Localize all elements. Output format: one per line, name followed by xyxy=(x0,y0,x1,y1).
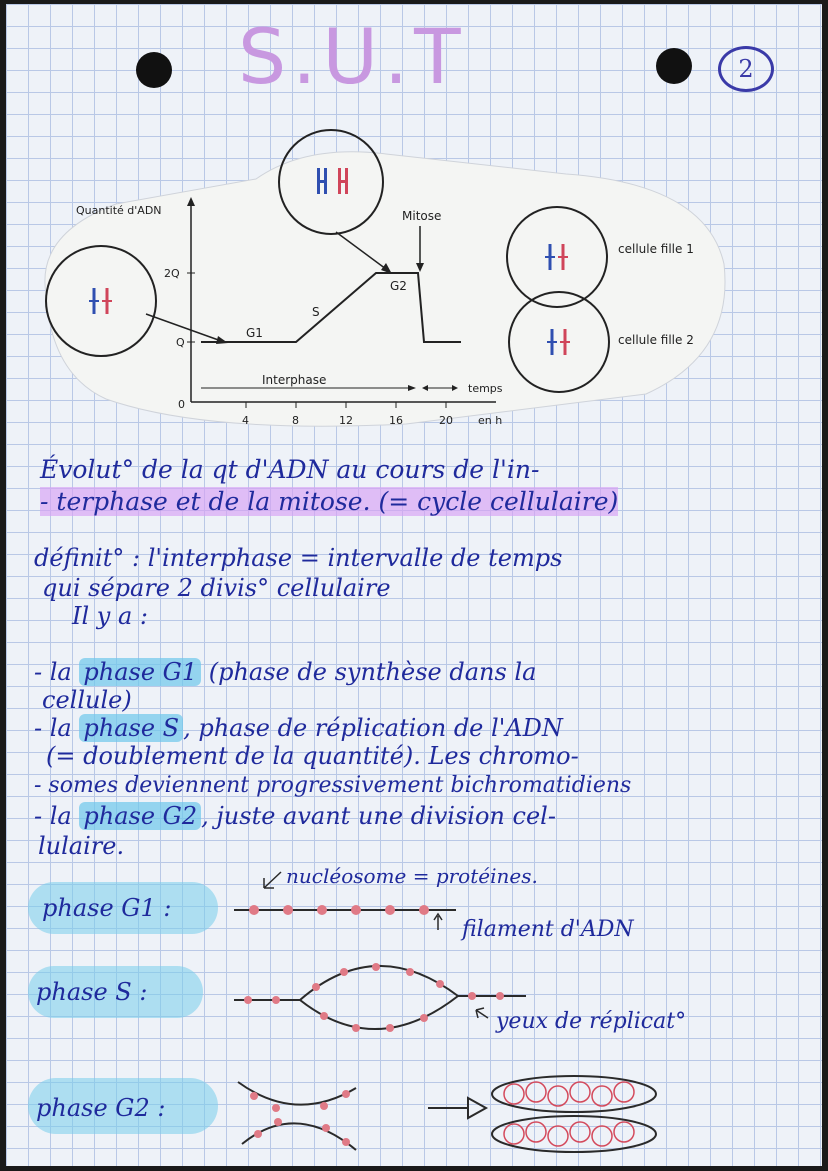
replication-eye-sketch xyxy=(234,963,526,1032)
phase-g1-highlight: phase G1 xyxy=(79,658,201,686)
x-unit: en h xyxy=(478,414,503,427)
y-axis-label: Quantité d'ADN xyxy=(76,204,162,217)
phase-g2-highlight: phase G2 xyxy=(79,802,201,830)
condensed-chromosome-sketch xyxy=(492,1076,656,1152)
heading-line-1: Évolut° de la qt d'ADN au cours de l'in- xyxy=(40,455,540,484)
phase-s-cont-1: (= doublement de la quantité). Les chromo- xyxy=(46,742,579,770)
tick-0: 0 xyxy=(178,398,185,411)
x-tick-16: 16 xyxy=(389,414,403,427)
heading-line-2-text: - terphase et de la mitose. (= cycle cellulaire) xyxy=(40,487,619,516)
definition-line-3: Il y a : xyxy=(72,602,148,630)
sketch-s-label: phase S : xyxy=(36,978,148,1006)
page-title: S.U.T xyxy=(238,12,467,101)
tick-q: Q xyxy=(176,336,185,349)
definition-line-2: qui sépare 2 divis° cellulaire xyxy=(42,574,391,602)
phase-s-highlight: phase S xyxy=(79,714,183,742)
label-s: S xyxy=(312,305,320,319)
notebook-page xyxy=(6,4,822,1166)
x-tick-20: 20 xyxy=(439,414,453,427)
label-cellule-fille-1: cellule fille 1 xyxy=(618,242,694,256)
phase-s-cont-2: - somes deviennent progressivement bichromatidiens xyxy=(34,773,632,798)
chromatid-crossing-sketch xyxy=(238,1082,356,1150)
label-mitose: Mitose xyxy=(402,209,442,223)
phase-g2-line: - la phase G2 , juste avant une division cel- xyxy=(34,802,556,830)
dna-filament-sketch xyxy=(234,872,456,930)
x-tick-4: 4 xyxy=(242,414,249,427)
label-cellule-fille-2: cellule fille 2 xyxy=(618,333,694,347)
phase-g2-cont: lulaire. xyxy=(38,832,125,860)
sketch-g2-label: phase G2 : xyxy=(36,1094,166,1122)
page-number: 2 xyxy=(718,46,774,92)
phase-g1-line: - la phase G1 (phase de synthèse dans la xyxy=(34,658,537,686)
arrow-right-icon xyxy=(428,1098,486,1118)
sketch-g1-filament-note: filament d'ADN xyxy=(462,917,634,942)
definition-line-1: définit° : l'interphase = intervalle de temps xyxy=(34,544,563,572)
x-axis-label: temps xyxy=(468,382,503,395)
tick-2q: 2Q xyxy=(164,267,180,280)
sketch-g1-label: phase G1 : xyxy=(42,894,172,922)
label-interphase: Interphase xyxy=(262,373,327,387)
label-g1: G1 xyxy=(246,326,263,340)
x-tick-12: 12 xyxy=(339,414,353,427)
x-tick-8: 8 xyxy=(292,414,299,427)
phase-g1-cont: cellule) xyxy=(42,686,132,714)
sketch-g1-nucleosome-note: nucléosome = protéines. xyxy=(286,864,538,888)
sketch-s-note: yeux de réplicat° xyxy=(496,1009,687,1034)
handwritten-sketches xyxy=(6,4,822,1166)
label-g2: G2 xyxy=(390,279,407,293)
phase-s-line: - la phase S , phase de réplication de l'ADN xyxy=(34,714,563,742)
